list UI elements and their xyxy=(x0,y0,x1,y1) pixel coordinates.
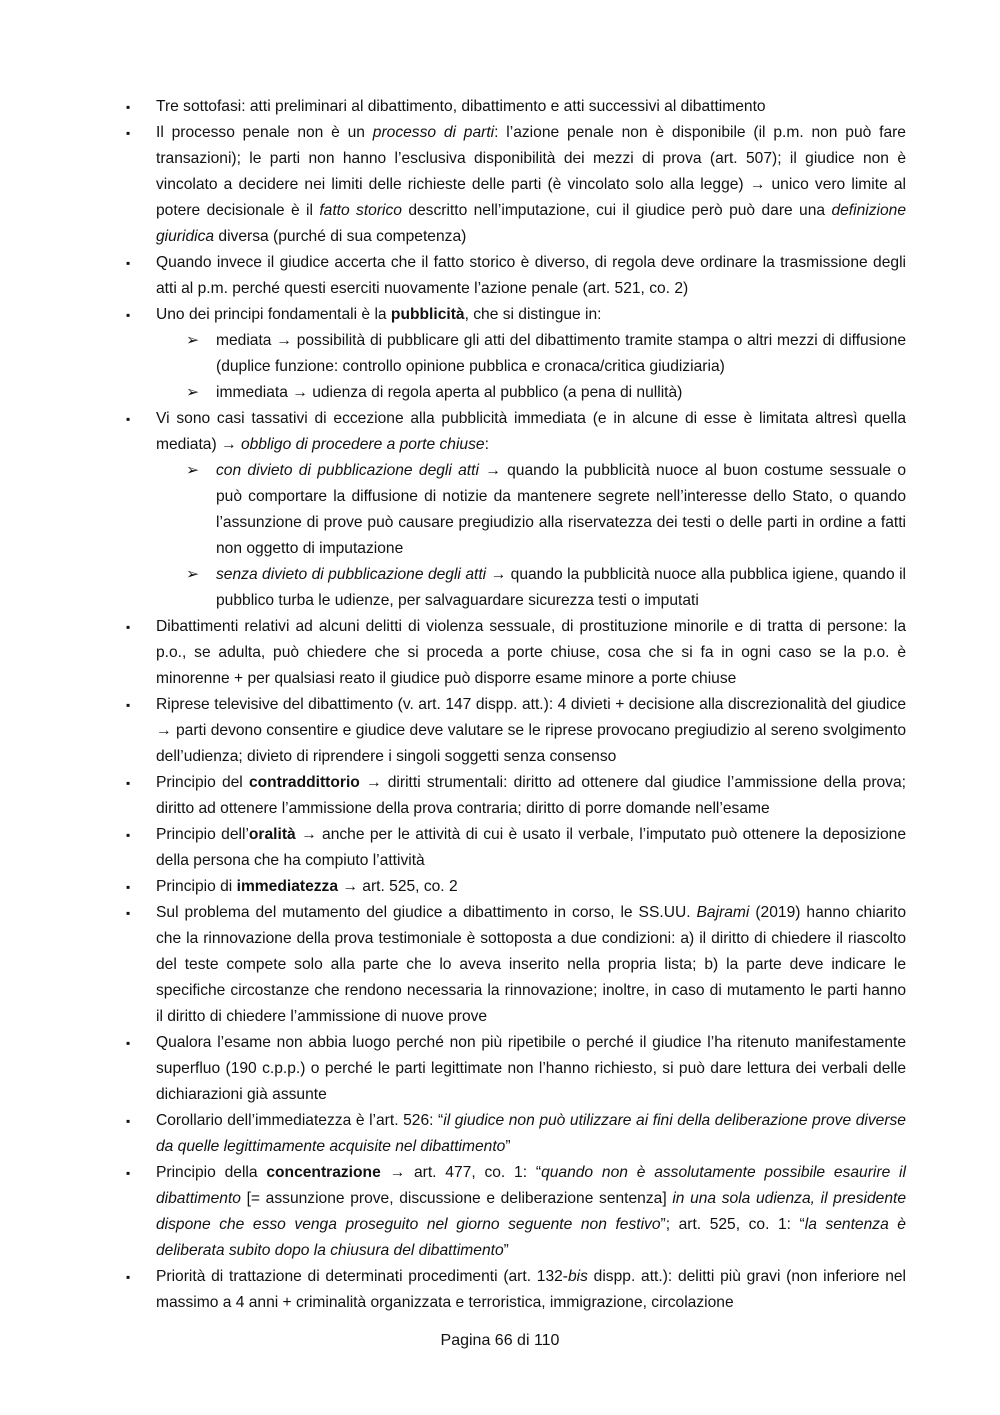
list-item: ▪ Il processo penale non è un processo di parti: l’azione penale non è disponibile (il p.m. non può fare transazioni); le parti non hanno l’esclusiva disponibilità dei mezzi di prova (art. 507); il giudice non è vincolato a decidere nei limiti delle richieste delle parti (è vincolato solo alla legge) → unico vero limite al potere decisionale è il fatto storico descritto nell’imputazione, cui il giudice però può dare una definizione giuridica diversa (purché di sua competenza) xyxy=(124,120,906,250)
arrow-right-icon: → xyxy=(221,436,237,453)
list-item: ▪ Principio della concentrazione → art. 477, co. 1: “quando non è assolutamente possibile esaurire il dibattimento [= assunzione prove, discussione e deliberazione sentenza] in una sola udienza, il presidente dispone che esso venga proseguito nel giorno seguente non festivo”; art. 525, co. 1: “la sentenza è deliberata subito dopo la chiusura del dibattimento” xyxy=(124,1160,906,1264)
arrow-right-icon: → xyxy=(156,722,172,739)
list-item: ▪ Vi sono casi tassativi di eccezione alla pubblicità immediata (e in alcune di esse è limitata altresì quella mediata) → obbligo di procedere a porte chiuse: ➢ con divieto di pubblicazione degli atti → quando la pubblicità nuoce al buon costume sessuale o può comportare la diffusione di notizie da mantenere segrete nell’interesse dello Stato, o quando l’assunzione di prove può causare pregiudizio alla riservatezza dei testi o delle parti in ordine a fatti non oggetto di imputazione ➢ senza divieto di pubblicazione degli atti → quando la pubblicità nuoce alla pubblica igiene, quando il pubblico turba le udienze, per salvaguardare sicurezza testi o imputati xyxy=(124,406,906,614)
square-bullet-icon: ▪ xyxy=(126,620,131,634)
list-item: ▪ Principio di immediatezza → art. 525, co. 2 xyxy=(124,874,906,900)
square-bullet-icon: ▪ xyxy=(126,1270,131,1284)
sub-list-item: ➢ senza divieto di pubblicazione degli atti → quando la pubblicità nuoce alla pubblica igiene, quando il pubblico turba le udienze, per salvaguardare sicurezza testi o imputati xyxy=(156,562,906,614)
arrow-right-icon: → xyxy=(342,878,358,895)
square-bullet-icon: ▪ xyxy=(126,880,131,894)
arrow-right-icon: → xyxy=(389,1164,406,1181)
bullet-list xyxy=(124,94,906,1316)
list-item: ▪ Quando invece il giudice accerta che il fatto storico è diverso, di regola deve ordinare la trasmissione degli atti al p.m. perché questi eserciti nuovamente l’azione penale (art. 521, co. 2) xyxy=(124,250,906,302)
sub-list-item: ➢ con divieto di pubblicazione degli atti → quando la pubblicità nuoce al buon costume sessuale o può comportare la diffusione di notizie da mantenere segrete nell’interesse dello Stato, o quando l’assunzione di prove può causare pregiudizio alla riservatezza dei testi o delle parti in ordine a fatti non oggetto di imputazione xyxy=(156,458,906,562)
square-bullet-icon: ▪ xyxy=(126,776,131,790)
square-bullet-icon: ▪ xyxy=(126,1114,131,1128)
list-item: ▪ Dibattimenti relativi ad alcuni delitti di violenza sessuale, di prostituzione minorile e di tratta di persone: la p.o., se adulta, può chiedere che si proceda a porte chiuse, cosa che si fa in ogni caso se la p.o. è minorenne + per qualsiasi reato il giudice può disporre esame minore a porte chiuse xyxy=(124,614,906,692)
square-bullet-icon: ▪ xyxy=(126,256,131,270)
arrow-right-icon: → xyxy=(276,332,292,349)
list-item: ▪ Tre sottofasi: atti preliminari al dibattimento, dibattimento e atti successivi al dibattimento xyxy=(124,94,906,120)
list-item: ▪ Riprese televisive del dibattimento (v. art. 147 dispp. att.): 4 divieti + decisione alla discrezionalità del giudice → parti devono consentire e giudice deve valutare se le riprese provocano pregiudizio al sereno svolgimento dell’udienza; divieto di riprendere i singoli soggetti senza consenso xyxy=(124,692,906,770)
square-bullet-icon: ▪ xyxy=(126,828,131,842)
arrowhead-bullet-icon: ➢ xyxy=(186,332,200,349)
square-bullet-icon: ▪ xyxy=(126,100,131,114)
list-item: ▪ Qualora l’esame non abbia luogo perché non più ripetibile o perché il giudice l’ha ritenuto manifestamente superfluo (190 c.p.p.) o perché le parti legittimate non l’hanno richiesto, si può dare lettura dei verbali delle dichiarazioni già assunte xyxy=(124,1030,906,1108)
arrowhead-bullet-icon: ➢ xyxy=(186,462,200,479)
square-bullet-icon: ▪ xyxy=(126,906,131,920)
arrow-right-icon: → xyxy=(292,384,308,401)
arrow-right-icon: → xyxy=(490,566,507,583)
list-item: ▪ Principio del contraddittorio → diritti strumentali: diritto ad ottenere dal giudice l’ammissione della prova; diritto ad ottenere l’ammissione della prova contraria; diritto di porre domande nell’esame xyxy=(124,770,906,822)
arrow-right-icon: → xyxy=(485,462,501,479)
arrow-right-icon: → xyxy=(749,176,766,193)
list-item: ▪ Priorità di trattazione di determinati procedimenti (art. 132-bis dispp. att.): delitti più gravi (non inferiore nel massimo a 4 anni + criminalità organizzata e terroristica, immigrazione, circolazione xyxy=(124,1264,906,1316)
page-body xyxy=(124,94,906,1316)
sub-list-item: ➢ immediata → udienza di regola aperta al pubblico (a pena di nullità) xyxy=(156,380,906,406)
arrow-right-icon: → xyxy=(301,826,317,843)
arrow-right-icon: → xyxy=(365,774,382,791)
list-item: ▪ Sul problema del mutamento del giudice a dibattimento in corso, le SS.UU. Bajrami (2019) hanno chiarito che la rinnovazione della prova testimoniale è sottoposta a due condizioni: a) il diritto di chiedere il riascolto del teste compete solo alla parte che lo aveva inserito nella propria lista; b) la parte deve indicare le specifiche circostanze che rendono necessaria la rinnovazione; inoltre, in caso di mutamento le parti hanno il diritto di chiedere l’ammissione di nuove prove xyxy=(124,900,906,1030)
square-bullet-icon: ▪ xyxy=(126,1166,131,1180)
sub-list-item: ➢ mediata → possibilità di pubblicare gli atti del dibattimento tramite stampa o altri mezzi di diffusione (duplice funzione: controllo opinione pubblica e cronaca/critica giudiziaria) xyxy=(156,328,906,380)
square-bullet-icon: ▪ xyxy=(126,698,131,712)
arrowhead-bullet-icon: ➢ xyxy=(186,384,200,401)
sub-list xyxy=(156,328,906,406)
sub-list xyxy=(156,458,906,614)
square-bullet-icon: ▪ xyxy=(126,412,131,426)
list-item: ▪ Uno dei principi fondamentali è la pubblicità, che si distingue in: ➢ mediata → possibilità di pubblicare gli atti del dibattimento tramite stampa o altri mezzi di diffusione (duplice funzione: controllo opinione pubblica e cronaca/critica giudiziaria) ➢ immediata → udienza di regola aperta al pubblico (a pena di nullità) xyxy=(124,302,906,406)
list-item: ▪ Principio dell’oralità → anche per le attività di cui è usato il verbale, l’imputato può ottenere la deposizione della persona che ha compiuto l’attività xyxy=(124,822,906,874)
square-bullet-icon: ▪ xyxy=(126,308,131,322)
square-bullet-icon: ▪ xyxy=(126,126,131,140)
arrowhead-bullet-icon: ➢ xyxy=(186,566,200,583)
square-bullet-icon: ▪ xyxy=(126,1036,131,1050)
list-item: ▪ Corollario dell’immediatezza è l’art. 526: “il giudice non può utilizzare ai fini della deliberazione prove diverse da quelle legittimamente acquisite nel dibattimento” xyxy=(124,1108,906,1160)
page-number: Pagina 66 di 110 xyxy=(440,1332,560,1349)
